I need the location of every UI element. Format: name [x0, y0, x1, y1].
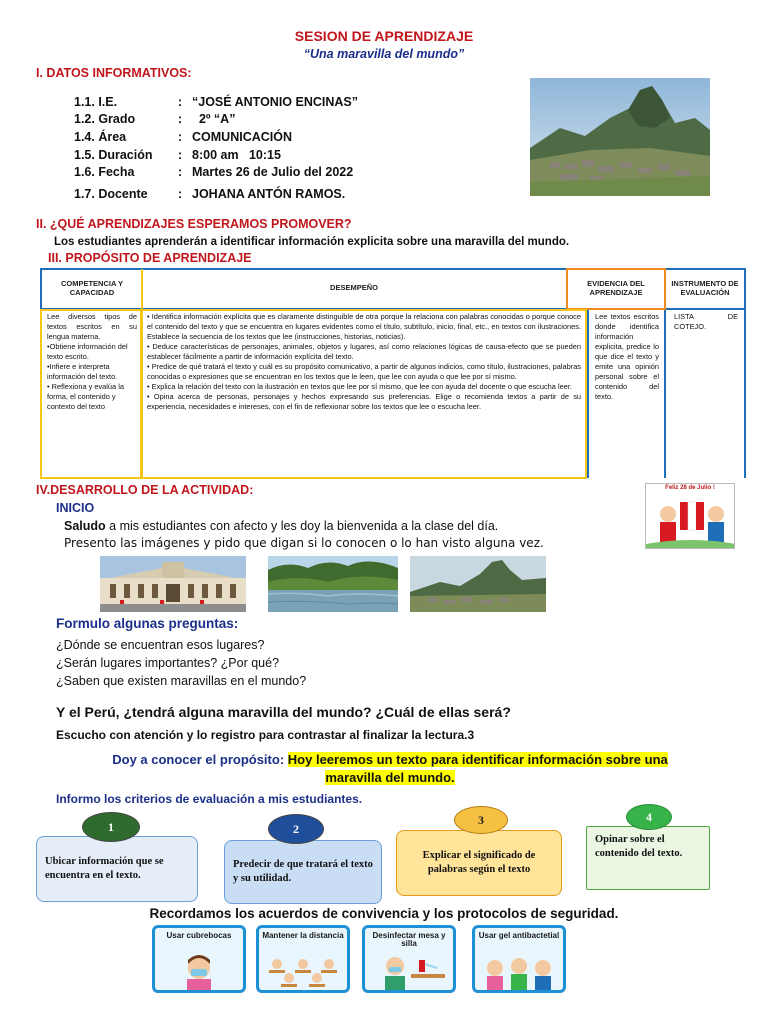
desempeno-item: • Explica la relación del texto con la ilustración en textos que lee por sí mismo, que lee con ayuda del docente o que escucha leer. [147, 381, 572, 391]
saludo-bold: Saludo [64, 519, 106, 533]
protocol-card-distance [256, 925, 350, 993]
criterion-text: Ubicar información que se encuentra en el texto. [45, 855, 164, 881]
info-label: 1.2. Grado [74, 112, 136, 126]
protocol-card-disinfect [362, 925, 456, 993]
info-value: 8:00 am 10:15 [192, 148, 281, 162]
desempeno-item: • Predice de qué tratará el texto y cuál es su propósito comunicativo, a partir de algunos indicios, como título, ilustraciones, palabras conocidas o expresiones que se encuentran en los textos que le leen, que lee con ayuda o que lee por sí mismo. [147, 361, 581, 381]
info-row-grado [74, 112, 235, 126]
info-separator: : [178, 148, 183, 162]
purpose-table [40, 268, 746, 480]
info-value: 2º “A” [192, 112, 236, 126]
proposito-highlight: Hoy leeremos un texto para identificar información sobre una [287, 752, 668, 767]
machu-picchu-small-photo [410, 556, 546, 612]
header-instrumento: INSTRUMENTO DE EVALUACIÓN [671, 278, 739, 297]
inicio-heading: INICIO [56, 501, 95, 515]
info-row-area [74, 130, 292, 144]
competencia-line: • Reflexiona y evalúa la forma, el contenido y contexto del texto [47, 381, 124, 411]
info-separator: : [178, 165, 183, 179]
section-desarrollo-heading: IV.DESARROLLO DE LA ACTIVIDAD: [36, 483, 254, 497]
saludo-rest: a mis estudiantes con afecto y les doy la bienvenida a la clase del día. [105, 519, 499, 533]
info-separator: : [178, 95, 183, 109]
acuerdos-heading: Recordamos los acuerdos de convivencia y los protocolos de seguridad. [149, 906, 619, 921]
criterion-number-3: 3 [454, 806, 508, 834]
cell-desempeno [144, 310, 584, 414]
hand-gel-icon [475, 954, 563, 992]
mask-icon [155, 954, 243, 992]
info-label: 1.6. Fecha [74, 165, 135, 179]
evidencia-text: Lee textos escritos donde identifica información explicita, predice lo que dice el texto y emite una opinión personal sobre el contenido del texto. [595, 312, 659, 401]
info-label: 1.1. I.E. [74, 95, 118, 109]
escucho-text: Escucho con atención y lo registro para contrastar al finalizar la lectura.3 [56, 728, 475, 742]
criterion-text: Opinar sobre el contenido del texto. [595, 834, 683, 860]
fiestas-patrias-poster [645, 483, 735, 549]
info-separator: : [178, 112, 183, 126]
cell-evidencia [592, 310, 662, 404]
info-label: 1.4. Área [74, 130, 127, 144]
info-value: Martes 26 de Julio del 2022 [192, 165, 354, 179]
header-desempeno: DESEMPEÑO [330, 283, 378, 293]
instrumento-text: LISTA DE COTEJO. [674, 312, 738, 331]
criterion-box-2 [224, 840, 382, 904]
criterion-text: Explicar el significado de palabras según el texto [422, 849, 536, 875]
info-label: 1.7. Docente [74, 187, 148, 201]
cell-competencia [44, 310, 140, 414]
criterion-box-1 [36, 836, 198, 902]
formulo-heading: Formulo algunas preguntas: [56, 616, 239, 631]
info-value: “JOSÉ ANTONIO ENCINAS” [192, 95, 358, 109]
criterion-number-4: 4 [626, 804, 672, 830]
desempeno-item: • Identifica información explícita que es claramente distinguible de otra porque la relaciona con palabras conocidas o porque conoce el contenido del texto y que se encuentra en lugares evidentes como el título, subtítulo, inicio, final, etc., en textos con ilustraciones. Establece la secuencia de los textos que lee (instrucciones, historias, noticias). [147, 312, 581, 341]
aprendizajes-text: Los estudiantes aprenderán a identificar información explicita sobre una maravilla del mundo. [54, 236, 570, 248]
disinfect-icon [365, 954, 453, 992]
palacio-gobierno-photo [100, 556, 246, 612]
desempeno-item: • Opina acerca de personas, personajes y hechos expresando sus preferencias. Elige o recomienda textos a partir de su experiencia, necesidades e intereses, con el fin de reflexionar sobre los textos que lee o escucha leer. [147, 391, 581, 411]
section-aprendizajes-heading: II. ¿QUÉ APRENDIZAJES ESPERAMOS PROMOVER? [36, 217, 352, 231]
proposito-highlight-line2: maravilla del mundo. [325, 770, 455, 785]
info-separator: : [178, 187, 183, 201]
distance-icon [259, 954, 347, 992]
competencia-line: Lee diversos tipos de textos escritos en su lengua materna. [47, 312, 137, 341]
criterion-text: Predecir de que tratará el texto y su utilidad. [233, 858, 373, 884]
amazon-lake-photo [268, 556, 398, 612]
info-row-fecha [74, 165, 353, 179]
peru-question: Y el Perú, ¿tendrá alguna maravilla del mundo? ¿Cuál de ellas será? [56, 704, 511, 720]
criterion-box-4 [586, 826, 710, 890]
info-label: 1.5. Duración [74, 148, 153, 162]
section-datos-heading: I. DATOS INFORMATIVOS: [36, 66, 192, 80]
cell-instrumento [671, 310, 741, 334]
machu-picchu-photo [530, 78, 710, 196]
protocol-card-label: Usar cubrebocas [166, 931, 232, 940]
desempeno-item: • Deduce características de personajes, animales, objetos y lugares, así como relaciones lógicas de causa-efecto que se pueden establecer fácilmente a partir de información explícita del texto. [147, 341, 581, 361]
section-proposito-heading: III. PROPÓSITO DE APRENDIZAJE [48, 251, 252, 265]
poster-caption: Feliz 28 de Julio ! [665, 485, 715, 491]
competencia-line: •Infiere e interpreta información del texto. [47, 361, 118, 381]
informo-text: Informo los criterios de evaluación a mis estudiantes. [56, 792, 363, 806]
page-subtitle: “Una maravilla del mundo” [303, 47, 465, 61]
info-value: JOHANA ANTÓN RAMOS. [192, 187, 346, 201]
saludo-text [64, 519, 498, 533]
question-item: ¿Dónde se encuentran esos lugares? [56, 638, 265, 652]
protocol-card-label: Mantener la distancia [262, 931, 344, 940]
page-title: SESION DE APRENDIZAJE [294, 28, 474, 44]
info-row-ie [74, 95, 358, 109]
protocol-card-mask [152, 925, 246, 993]
info-separator: : [178, 130, 183, 144]
header-competencia: COMPETENCIA Y CAPACIDAD [60, 278, 124, 297]
question-item: ¿Saben que existen maravillas en el mundo? [56, 674, 307, 688]
info-value: COMUNICACIÓN [192, 130, 292, 144]
info-row-docente [74, 187, 345, 201]
question-item: ¿Serán lugares importantes? ¿Por qué? [56, 656, 280, 670]
criterion-number-1: 1 [82, 812, 140, 842]
proposito-label: Doy a conocer el propósito: [112, 752, 285, 767]
protocol-card-gel [472, 925, 566, 993]
protocol-card-label: Desinfectar mesa y silla [372, 931, 446, 949]
protocol-card-label: Usar gel antibactetial [478, 931, 560, 940]
criterion-box-3 [396, 830, 562, 896]
header-evidencia: EVIDENCIA DEL APRENDIZAJE [587, 278, 645, 297]
presento-text: Presento las imágenes y pido que digan si lo conocen o lo han visto alguna vez. [64, 536, 544, 550]
criterion-number-2: 2 [268, 814, 324, 844]
info-row-duracion [74, 148, 281, 162]
proposito-block [60, 751, 720, 787]
competencia-line: •Obtiene información del texto escrito. [47, 341, 128, 361]
